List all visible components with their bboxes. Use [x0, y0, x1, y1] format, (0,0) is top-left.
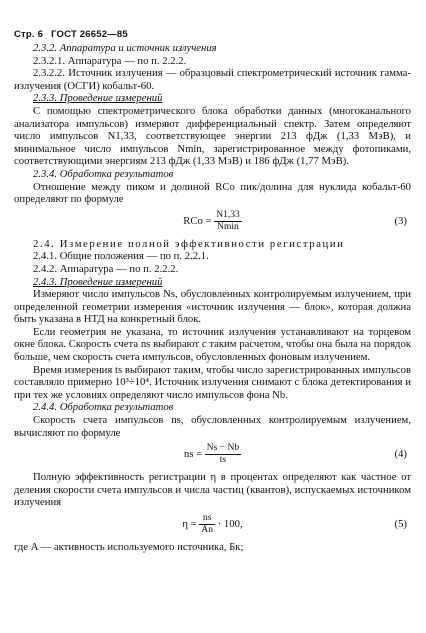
section-2-3-2-1: 2.3.2.1. Аппаратура — по п. 2.2.2. — [33, 54, 187, 67]
formula-4-numerator: Ns − Nb — [206, 443, 240, 454]
section-2-4-1: 2.4.1. Общие положения — по п. 2.2.1. — [33, 250, 209, 263]
formula-4 — [14, 439, 411, 471]
formula-3-lhs: RCo = — [183, 214, 212, 227]
formula-5-number: (5) — [394, 518, 407, 530]
section-2-4-3: 2.4.3. Проведение измерений — [33, 275, 163, 288]
paragraph-2-4-4: Скорость счета импульсов ns, обусловленных контролируемым излучением, вычисляют по формуле — [14, 414, 411, 439]
paragraph-2-4-3-b: Если геометрия не указана, то источник излучения устанавливают на торцевом окне блока. Скорость счета ns выбирают с таким расчетом, чтобы она была на порядок больше, чем скорость счета импульсов, обусловленных фоновым излучением. — [14, 325, 411, 364]
section-2-3-3: 2.3.3. Проведение измерений — [33, 92, 163, 105]
formula-4-number: (4) — [394, 448, 407, 461]
paragraph-2-3-3: С помощью спектрометрического блока обработки данных (многоканального анализатора импульсов) измеряют дифференциальный спектр. Затем определяют число импульсов N1,33, соответствующее энергии 213 фДж (1,33 МэВ), и минимальное число импульсов Nmin, зарегистрированное между фотопиками, соответствующими энергиям 213 фДж (1,33 МэВ) и 186 фДж (1,77 МэВ). — [14, 104, 411, 168]
section-2-4-2: 2.4.2. Аппаратура — по п. 2.2.2. — [33, 262, 179, 275]
formula-3-denominator: Nmin — [217, 221, 239, 232]
document-body — [14, 42, 411, 554]
formula-5-numerator: ns — [199, 513, 215, 525]
paragraph-2-4-3-c: Время измерения ts выбирают таким, чтобы число зарегистрированных импульсов составляло примерно 10³÷10⁴. Источник излучения снимают с блока детектирования и при тех же условиях определяют число импульсов фона Nb. — [14, 363, 411, 401]
paragraph-2-4-3-a: Измеряют число импульсов Ns, обусловленных контролируемым излучением, при определенной геометрии измерения «источник излучения — блок», которая должна быть указана в НТД на конкретный блок. — [14, 288, 411, 326]
formula-5 — [14, 509, 411, 541]
standard-number: ГОСТ 26652—85 — [51, 29, 128, 40]
page-label: Стр. 6 — [14, 29, 44, 40]
formula-5-tail: · 100, — [217, 518, 243, 531]
formula-5-lhs: η = — [182, 518, 197, 531]
formula-3 — [14, 206, 411, 238]
section-2-3-4: 2.3.4. Обработка результатов — [33, 167, 174, 180]
section-2-4-heading: 2.4. Измерение полной эффективности регистрации — [33, 237, 345, 250]
formula-3-number: (3) — [394, 214, 407, 227]
section-2-3-2-2: 2.3.2.2. Источник излучения — образцовый спектрометрический источник гамма-излучения (ОСГИ) кобальт-60. — [14, 67, 411, 92]
formula-5-denominator: An — [201, 525, 213, 535]
formula-3-fraction — [214, 210, 242, 233]
page-header — [14, 29, 128, 40]
paragraph-efficiency: Полную эффективность регистрации η в процентах определяют как частное от деления скорости счета импульсов и числа частиц (квантов), испускаемых источником излучения — [14, 471, 411, 509]
formula-4-fraction — [205, 443, 241, 466]
formula-3-numerator: N1,33 — [216, 209, 240, 220]
paragraph-where-a: где A — активность используемого источника, Бк; — [14, 541, 244, 553]
formula-4-denominator: ts — [219, 455, 227, 466]
formula-4-lhs: ns = — [183, 448, 203, 461]
section-2-4-4: 2.4.4. Обработка результатов — [33, 401, 174, 414]
section-2-3-2: 2.3.2. Аппаратура и источник излучения — [33, 42, 217, 54]
paragraph-2-3-4: Отношение между пиком и долиной RCo пик/долина для нуклида кобальт-60 определяют по формуле — [14, 180, 411, 206]
formula-5-fraction — [199, 513, 215, 536]
